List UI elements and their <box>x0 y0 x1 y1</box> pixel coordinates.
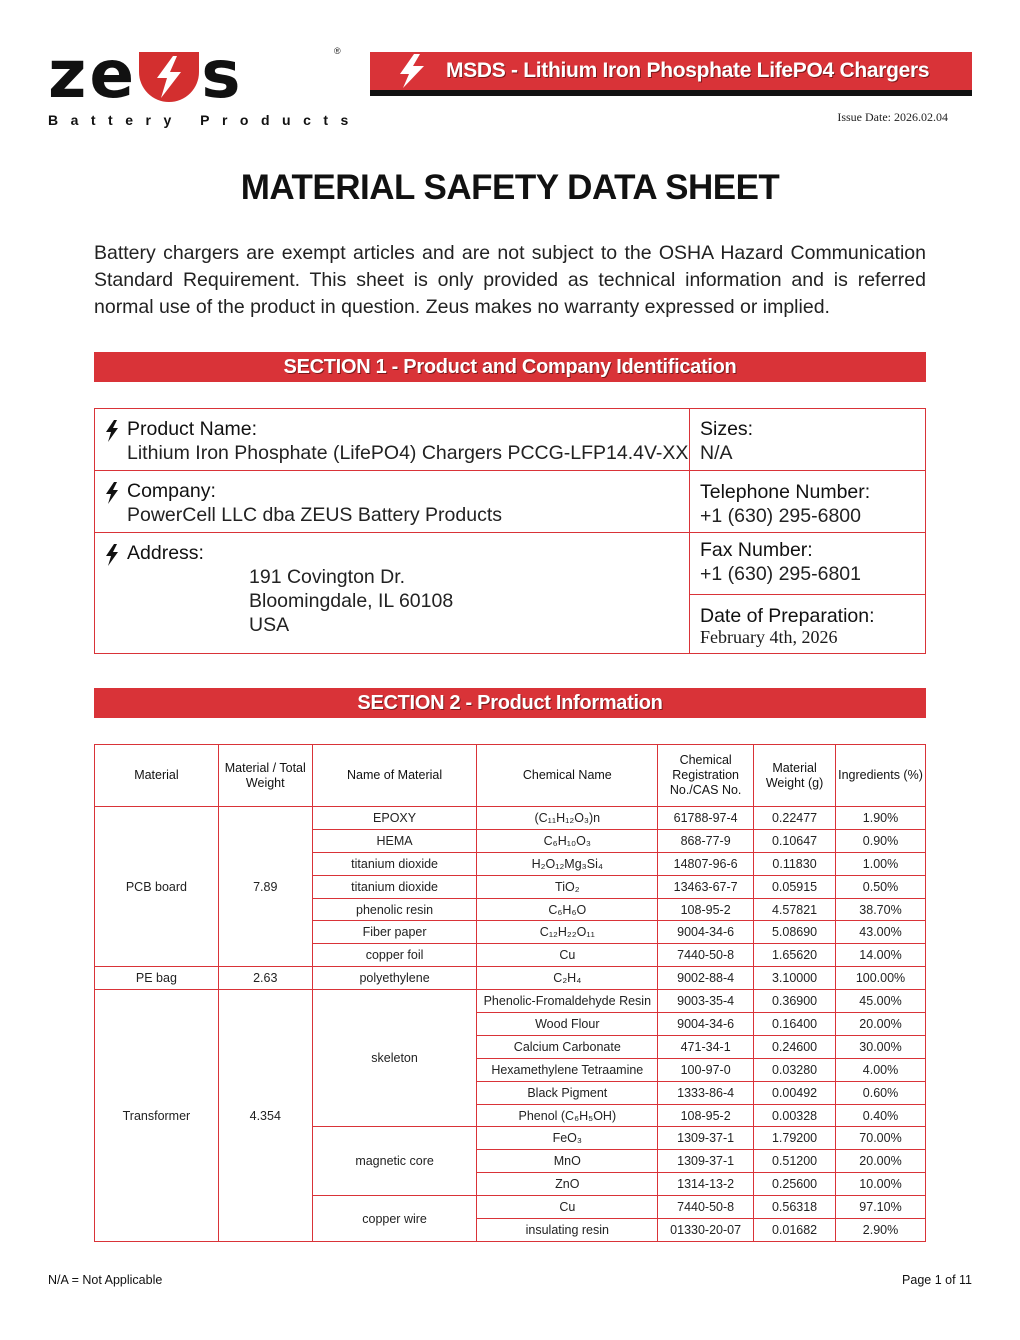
weight-cell: 0.01682 <box>754 1219 836 1242</box>
chem-cell: C₂H₄ <box>477 967 658 990</box>
material-cell: Transformer <box>95 990 219 1242</box>
weight-cell: 0.24600 <box>754 1035 836 1058</box>
col-material-weight: Material Weight (g) <box>754 745 836 807</box>
product-name-value: Lithium Iron Phosphate (LifePO4) Chargers PCCG-LFP14.4V-XX <box>127 442 689 464</box>
weight-cell: 5.08690 <box>754 921 836 944</box>
weight-cell: 0.36900 <box>754 990 836 1013</box>
chem-cell: C₆H₁₀O₃ <box>477 829 658 852</box>
cas-cell: 1314-13-2 <box>658 1173 754 1196</box>
fax-value: +1 (630) 295-6801 <box>700 563 861 585</box>
header-banner <box>370 52 972 96</box>
chem-cell: Calcium Carbonate <box>477 1035 658 1058</box>
material-cell: PE bag <box>95 967 219 990</box>
col-name-of-material: Name of Material <box>312 745 477 807</box>
subgroup-cell: magnetic core <box>312 1127 477 1196</box>
pct-cell: 1.00% <box>836 852 926 875</box>
issue-date: Issue Date: 2026.02.04 <box>837 110 948 124</box>
telephone-value: +1 (630) 295-6800 <box>700 505 861 527</box>
address-line-3: USA <box>249 614 290 636</box>
telephone-cell <box>689 471 925 533</box>
cas-cell: 9002-88-4 <box>658 967 754 990</box>
intro-paragraph: Battery chargers are exempt articles and are not subject to the OSHA Hazard Communication Standard Requirement. This sheet is only provided as technical information and is referred normal use of the product in question. Zeus makes no warranty expressed or implied. <box>94 242 926 318</box>
cas-cell: 1309-37-1 <box>658 1127 754 1150</box>
name-cell: Fiber paper <box>312 921 477 944</box>
footer-note: N/A = Not Applicable <box>48 1273 163 1287</box>
product-name-cell <box>95 409 689 471</box>
telephone-label: Telephone Number: <box>700 481 871 503</box>
cas-cell: 868-77-9 <box>658 829 754 852</box>
pct-cell: 0.60% <box>836 1081 926 1104</box>
col-total-weight: Material / Total Weight <box>218 745 312 807</box>
page-title: MATERIAL SAFETY DATA SHEET <box>240 168 780 207</box>
fax-label: Fax Number: <box>700 539 813 561</box>
address-label: Address: <box>127 542 204 564</box>
cas-cell: 13463-67-7 <box>658 875 754 898</box>
chem-cell: FeO₃ <box>477 1127 658 1150</box>
cas-cell: 471-34-1 <box>658 1035 754 1058</box>
identification-table <box>94 408 926 654</box>
table-header-row <box>95 745 926 807</box>
sizes-cell <box>689 409 925 471</box>
weight-cell: 0.03280 <box>754 1058 836 1081</box>
registered-mark: ® <box>334 46 341 56</box>
chem-cell: Wood Flour <box>477 1013 658 1036</box>
product-name-label: Product Name: <box>127 418 258 440</box>
pct-cell: 1.90% <box>836 807 926 830</box>
col-cas-no: Chemical Registration No./CAS No. <box>658 745 754 807</box>
chem-cell: H₂O₁₂Mg₃Si₄ <box>477 852 658 875</box>
date-cell <box>689 595 925 654</box>
pct-cell: 97.10% <box>836 1196 926 1219</box>
weight-cell: 0.56318 <box>754 1196 836 1219</box>
address-line-1: 191 Covington Dr. <box>249 566 406 588</box>
weight-cell: 0.00492 <box>754 1081 836 1104</box>
materials-table <box>94 744 926 1242</box>
chem-cell: insulating resin <box>477 1219 658 1242</box>
sizes-value: N/A <box>700 442 733 464</box>
total-weight-cell: 2.63 <box>218 967 312 990</box>
weight-cell: 0.25600 <box>754 1173 836 1196</box>
chem-cell: Phenol (C₆H₅OH) <box>477 1104 658 1127</box>
section-1-header: SECTION 1 - Product and Company Identification <box>94 352 926 382</box>
material-cell: PCB board <box>95 807 219 967</box>
banner-title: MSDS - Lithium Iron Phosphate LifePO4 Chargers <box>446 59 930 82</box>
bolt-bullet-icon <box>105 482 119 504</box>
weight-cell: 1.79200 <box>754 1127 836 1150</box>
cas-cell: 100-97-0 <box>658 1058 754 1081</box>
banner-bolt-icon <box>398 54 426 88</box>
logo-bolt-icon <box>139 52 199 102</box>
pct-cell: 70.00% <box>836 1127 926 1150</box>
logo-wordmark <box>48 36 298 113</box>
pct-cell: 30.00% <box>836 1035 926 1058</box>
logo-text-post: s <box>201 36 244 113</box>
cas-cell: 9003-35-4 <box>658 990 754 1013</box>
cas-cell: 9004-34-6 <box>658 921 754 944</box>
chem-cell: Hexamethylene Tetraamine <box>477 1058 658 1081</box>
cas-cell: 1333-86-4 <box>658 1081 754 1104</box>
sizes-label: Sizes: <box>700 418 754 440</box>
chem-cell: Black Pigment <box>477 1081 658 1104</box>
chem-cell: Cu <box>477 1196 658 1219</box>
weight-cell: 3.10000 <box>754 967 836 990</box>
pct-cell: 14.00% <box>836 944 926 967</box>
weight-cell: 0.00328 <box>754 1104 836 1127</box>
name-cell: copper foil <box>312 944 477 967</box>
name-cell: titanium dioxide <box>312 852 477 875</box>
chem-cell: ZnO <box>477 1173 658 1196</box>
name-cell: phenolic resin <box>312 898 477 921</box>
fax-cell <box>689 533 925 595</box>
logo-text-pre: ze <box>48 36 138 113</box>
address-line-2: Bloomingdale, IL 60108 <box>249 590 454 612</box>
cas-cell: 9004-34-6 <box>658 1013 754 1036</box>
pct-cell: 38.70% <box>836 898 926 921</box>
pct-cell: 0.40% <box>836 1104 926 1127</box>
cas-cell: 108-95-2 <box>658 898 754 921</box>
weight-cell: 0.51200 <box>754 1150 836 1173</box>
weight-cell: 0.10647 <box>754 829 836 852</box>
weight-cell: 1.65620 <box>754 944 836 967</box>
weight-cell: 0.05915 <box>754 875 836 898</box>
table-row <box>95 807 926 830</box>
bolt-bullet-icon <box>105 420 119 442</box>
pct-cell: 100.00% <box>836 967 926 990</box>
cas-cell: 1309-37-1 <box>658 1150 754 1173</box>
bolt-bullet-icon <box>105 544 119 566</box>
pct-cell: 43.00% <box>836 921 926 944</box>
pct-cell: 0.50% <box>836 875 926 898</box>
col-ingredients: Ingredients (%) <box>836 745 926 807</box>
chem-cell: C₁₂H₂₂O₁₁ <box>477 921 658 944</box>
cas-cell: 14807-96-6 <box>658 852 754 875</box>
cas-cell: 7440-50-8 <box>658 944 754 967</box>
pct-cell: 45.00% <box>836 990 926 1013</box>
company-label: Company: <box>127 480 216 502</box>
section-2-header: SECTION 2 - Product Information <box>94 688 926 718</box>
col-chemical-name: Chemical Name <box>477 745 658 807</box>
chem-cell: (C₁₁H₁₂O₃)n <box>477 807 658 830</box>
date-label: Date of Preparation: <box>700 605 875 627</box>
table-row <box>95 990 926 1013</box>
weight-cell: 4.57821 <box>754 898 836 921</box>
pct-cell: 20.00% <box>836 1013 926 1036</box>
chem-cell: TiO₂ <box>477 875 658 898</box>
company-value: PowerCell LLC dba ZEUS Battery Products <box>127 504 502 526</box>
pct-cell: 20.00% <box>836 1150 926 1173</box>
weight-cell: 0.11830 <box>754 852 836 875</box>
weight-cell: 0.22477 <box>754 807 836 830</box>
cas-cell: 01330-20-07 <box>658 1219 754 1242</box>
total-weight-cell: 4.354 <box>218 990 312 1242</box>
company-cell <box>95 471 689 533</box>
cas-cell: 108-95-2 <box>658 1104 754 1127</box>
pct-cell: 2.90% <box>836 1219 926 1242</box>
name-cell: titanium dioxide <box>312 875 477 898</box>
name-cell: EPOXY <box>312 807 477 830</box>
chem-cell: C₆H₆O <box>477 898 658 921</box>
subgroup-cell: copper wire <box>312 1196 477 1242</box>
chem-cell: MnO <box>477 1150 658 1173</box>
pct-cell: 10.00% <box>836 1173 926 1196</box>
chem-cell: Cu <box>477 944 658 967</box>
name-cell: HEMA <box>312 829 477 852</box>
weight-cell: 0.16400 <box>754 1013 836 1036</box>
page-number: Page 1 of 11 <box>902 1273 972 1287</box>
pct-cell: 0.90% <box>836 829 926 852</box>
name-cell: polyethylene <box>312 967 477 990</box>
date-value: February 4th, 2026 <box>700 627 838 647</box>
subgroup-cell: skeleton <box>312 990 477 1127</box>
brand-logo <box>48 36 361 128</box>
cas-cell: 7440-50-8 <box>658 1196 754 1219</box>
chem-cell: Phenolic-Fromaldehyde Resin <box>477 990 658 1013</box>
table-row <box>95 967 926 990</box>
logo-tagline: Battery Products <box>48 112 361 128</box>
cas-cell: 61788-97-4 <box>658 807 754 830</box>
address-cell <box>95 533 689 654</box>
total-weight-cell: 7.89 <box>218 807 312 967</box>
col-material: Material <box>95 745 219 807</box>
pct-cell: 4.00% <box>836 1058 926 1081</box>
